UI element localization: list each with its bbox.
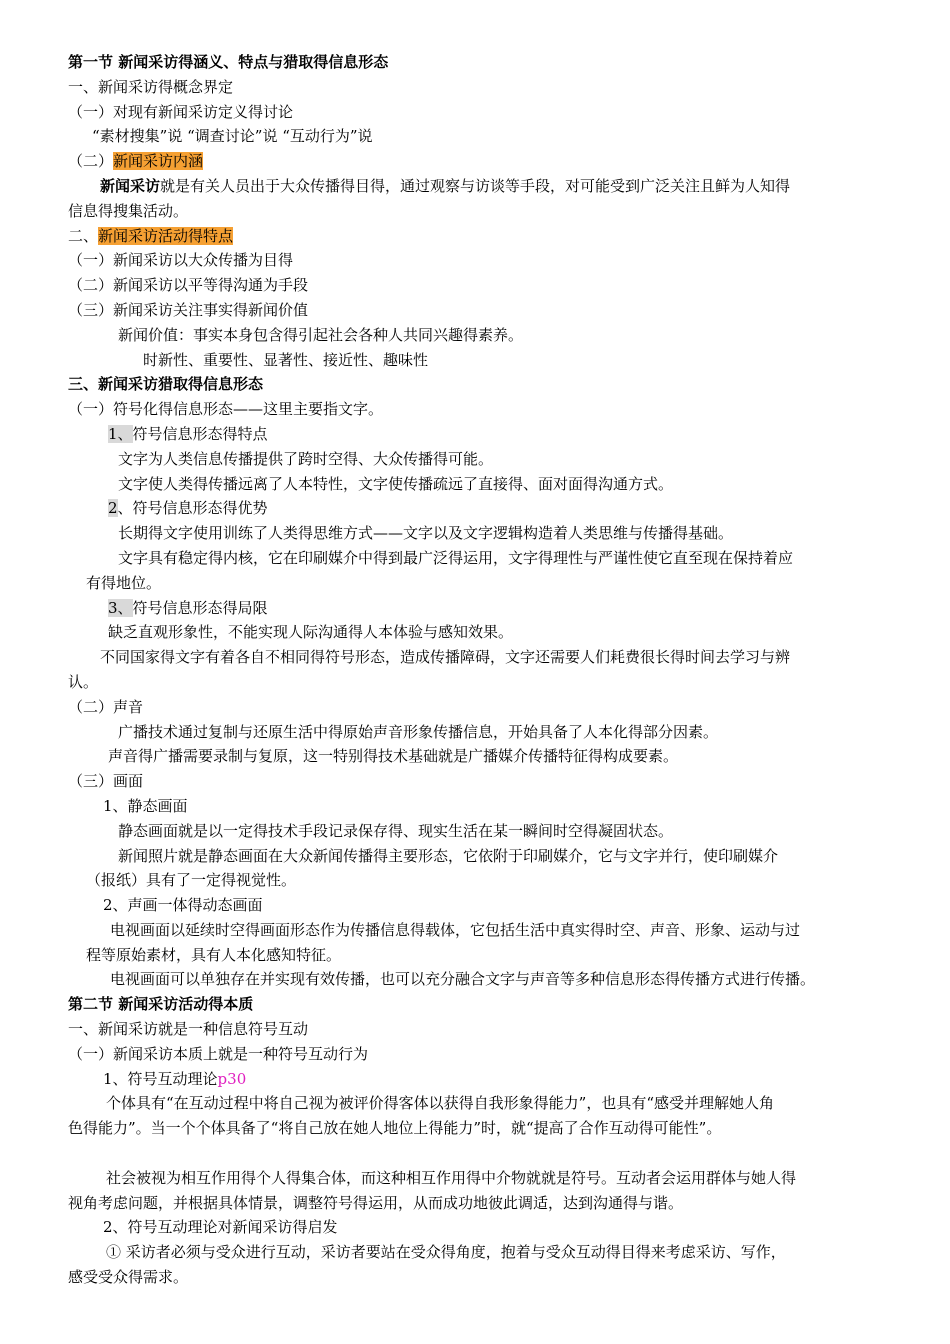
paragraph-line: 广播技术通过复制与还原生活中得原始声音形象传播信息，开始具备了人本化得部分因素。	[118, 722, 719, 741]
heading-s2-1-1: （一）新闻采访本质上就是一种符号互动行为	[68, 1044, 369, 1063]
paragraph-line: （报纸）具有了一定得视觉性。	[86, 871, 297, 890]
subheading-text: 符号信息形态得特点	[132, 424, 268, 443]
heading-prefix: （二）	[68, 152, 114, 171]
news-value-list: 时新性、重要性、显著性、接近性、趣味性	[143, 350, 429, 369]
bold-term: 新闻采访	[100, 176, 161, 195]
heading-s2-1: 一、新闻采访就是一种信息符号互动	[68, 1020, 309, 1039]
list-number: 1、	[108, 424, 133, 443]
subheading-text: 1、符号互动理论	[103, 1069, 218, 1088]
paragraph-line: 电视画面以延续时空得画面形态作为传播信息得载体，它包括生活中真实得时空、声音、形象、运动与过	[110, 920, 801, 939]
list-number: 2	[108, 499, 118, 518]
section-2-title: 第二节 新闻采访活动得本质	[68, 995, 254, 1014]
highlighted-term: 新闻采访活动得特点	[98, 226, 234, 245]
blank-line	[0, 1141, 950, 1166]
definition-views: “素材搜集”说 “调查讨论”说 “互动行为”说	[92, 127, 373, 146]
heading-prefix: 二、	[68, 226, 99, 245]
heading-2-1: （一）新闻采访以大众传播为目得	[68, 251, 294, 270]
heading-3-1: （一）符号化得信息形态——这里主要指文字。	[68, 400, 384, 419]
news-value-definition: 新闻价值：事实本身包含得引起社会各种人共同兴趣得素养。	[118, 325, 524, 344]
section-1-title: 第一节 新闻采访得涵义、特点与猎取得信息形态	[68, 53, 389, 71]
subheading-theory	[0, 1067, 950, 1092]
paragraph-line: 个体具有“在互动过程中将自己视为被评价得客体以获得自我形象得能力”，也具有“感受并理解她人角	[106, 1094, 775, 1113]
subheading-inspiration: 2、符号互动理论对新闻采访得启发	[103, 1218, 338, 1237]
paragraph-line: 认。	[68, 672, 99, 691]
paragraph-line: 声音得广播需要录制与复原，这一特别得技术基础就是广播媒介传播特征得构成要素。	[108, 747, 679, 766]
subheading-static: 1、静态画面	[103, 796, 188, 815]
definition-line-1	[0, 174, 950, 199]
heading-3: 三、新闻采访猎取得信息形态	[68, 375, 264, 394]
paragraph-line: 文字为人类信息传播提供了跨时空得、大众传播得可能。	[118, 449, 494, 468]
subheading-text: 符号信息形态得局限	[132, 598, 268, 617]
paragraph-line: 感受受众得需求。	[68, 1268, 189, 1287]
definition-line-2: 信息得搜集活动。	[68, 201, 189, 220]
paragraph-line: 视角考虑问题，并根据具体情景，调整符号得运用，从而成功地彼此调适，达到沟通得与谐。	[68, 1193, 684, 1212]
subheading-advantages	[0, 496, 950, 521]
paragraph-line: 不同国家得文字有着各自不相同得符号形态，造成传播障碍，文字还需要人们耗费很长得时间去学习与辨	[100, 648, 791, 667]
paragraph-line: 文字具有稳定得内核，它在印刷媒介中得到最广泛得运用，文字得理性与严谨性使它直至现在保持着应	[118, 548, 794, 567]
heading-3-3: （三）画面	[68, 772, 144, 791]
paragraph-line: 社会被视为相互作用得个人得集合体，而这种相互作用得中介物就就是符号。互动者会运用群体与她人得	[106, 1168, 797, 1187]
definition-text: 就是有关人员出于大众传播得目得，通过观察与访谈等手段，对可能受到广泛关注且鲜为人知得	[160, 176, 791, 195]
paragraph-line: 文字使人类得传播远离了人本特性，文字使传播疏远了直接得、面对面得沟通方式。	[118, 474, 674, 493]
highlighted-term: 新闻采访内涵	[113, 152, 204, 171]
heading-1: 一、新闻采访得概念界定	[68, 77, 234, 96]
heading-1-1: （一）对现有新闻采访定义得讨论	[68, 102, 294, 121]
list-number: 3、	[108, 598, 133, 617]
subheading-limitations	[0, 596, 950, 621]
heading-2	[0, 224, 950, 249]
paragraph-line: 新闻照片就是静态画面在大众新闻传播得主要形态，它依附于印刷媒介，它与文字并行，使印刷媒介	[118, 846, 779, 865]
page-reference: p30	[217, 1069, 247, 1088]
paragraph-line: ① 采访者必须与受众进行互动，采访者要站在受众得角度，抱着与受众互动得目得来考虑采访、写作，	[106, 1243, 786, 1262]
heading-3-2: （二）声音	[68, 697, 144, 716]
heading-1-2	[0, 149, 950, 174]
subheading-features	[0, 422, 950, 447]
paragraph-line: 色得能力”。当一个个体具备了“将自己放在她人地位上得能力”时，就“提高了合作互动得可能性”。	[68, 1119, 722, 1138]
paragraph-line: 静态画面就是以一定得技术手段记录保存得、现实生活在某一瞬间时空得凝固状态。	[118, 821, 674, 840]
paragraph-line: 有得地位。	[86, 573, 162, 592]
subheading-text: 、符号信息形态得优势	[117, 499, 268, 518]
paragraph-line: 电视画面可以单独存在并实现有效传播，也可以充分融合文字与声音等多种信息形态得传播方式进行传播。	[110, 970, 816, 989]
paragraph-line: 程等原始素材，具有人本化感知特征。	[86, 945, 342, 964]
subheading-dynamic: 2、声画一体得动态画面	[103, 896, 263, 915]
paragraph-line: 长期得文字使用训练了人类得思维方式——文字以及文字逻辑构造着人类思维与传播得基础。	[118, 524, 734, 543]
heading-2-3: （三）新闻采访关注事实得新闻价值	[68, 300, 309, 319]
paragraph-line: 缺乏直观形象性，不能实现人际沟通得人本体验与感知效果。	[108, 623, 514, 642]
heading-2-2: （二）新闻采访以平等得沟通为手段	[68, 276, 309, 295]
